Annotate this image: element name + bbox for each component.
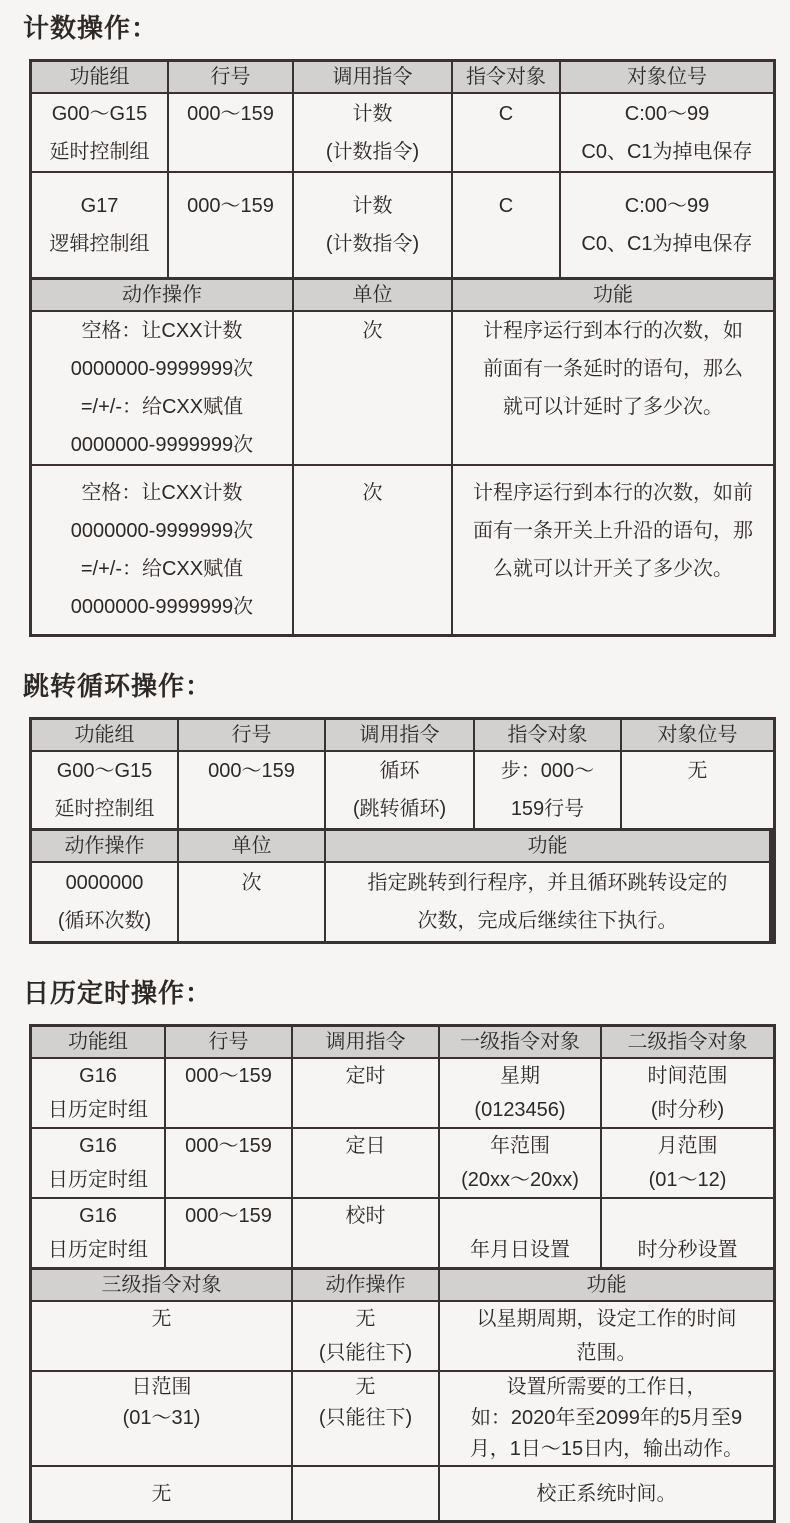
table-header-row bbox=[32, 720, 773, 750]
table-cell bbox=[294, 173, 451, 277]
table-row bbox=[32, 752, 773, 828]
cell-line: (时分秒) bbox=[650, 1099, 725, 1121]
cell-line: 0000000 bbox=[65, 872, 144, 894]
header-cell bbox=[32, 62, 167, 92]
cell-line: G00～G15 bbox=[56, 760, 153, 782]
header-cell bbox=[32, 280, 292, 310]
table-header-row bbox=[32, 62, 773, 92]
table-cell bbox=[453, 173, 559, 277]
table-cell bbox=[602, 1129, 773, 1197]
header-label: 单位 bbox=[352, 284, 393, 306]
table-cell bbox=[440, 1199, 600, 1267]
cell-line: 日范围 bbox=[131, 1376, 192, 1398]
cell-line: 延时控制组 bbox=[54, 798, 155, 820]
cell-line: 次 bbox=[362, 482, 383, 504]
header-label: 动作操作 bbox=[64, 835, 145, 857]
table-cell bbox=[293, 1302, 438, 1370]
header-cell bbox=[602, 1027, 773, 1057]
header-label: 对象位号 bbox=[627, 66, 707, 88]
cell-line: 前面有一条延时的语句，那么 bbox=[483, 358, 743, 380]
table-cell bbox=[326, 752, 473, 828]
section-calendar-timer bbox=[0, 978, 790, 1523]
table-cell bbox=[440, 1129, 600, 1197]
cell-line: C0、C1为掉电保存 bbox=[581, 233, 753, 255]
cell-line: 计程序运行到本行的次数，如前 bbox=[473, 482, 753, 504]
header-label: 动作操作 bbox=[122, 284, 202, 306]
header-label: 动作操作 bbox=[325, 1274, 406, 1296]
table-cell bbox=[32, 1059, 164, 1127]
cell-line: 年范围 bbox=[490, 1135, 550, 1157]
cell-line: 159行号 bbox=[510, 798, 585, 820]
cell-line: C:00～99 bbox=[624, 195, 710, 217]
cell-line: 空格：让CXX计数 bbox=[81, 320, 243, 342]
header-label: 对象位号 bbox=[657, 724, 738, 746]
header-label: 功能组 bbox=[74, 724, 135, 746]
section-title-counting: 计数操作： bbox=[23, 13, 159, 43]
cell-line: (01～12) bbox=[648, 1169, 727, 1191]
table-counting bbox=[29, 59, 776, 637]
table-cell bbox=[326, 863, 769, 941]
header-label: 一级指令对象 bbox=[460, 1031, 580, 1053]
cell-line: 计程序运行到本行的次数，如 bbox=[483, 320, 743, 342]
header-cell bbox=[326, 831, 769, 861]
table-cell bbox=[293, 1059, 438, 1127]
header-cell bbox=[32, 1270, 291, 1300]
table-cell bbox=[622, 752, 773, 828]
header-cell bbox=[32, 1027, 164, 1057]
header-label: 调用指令 bbox=[332, 66, 413, 88]
table-cell bbox=[32, 94, 167, 171]
table-cell bbox=[475, 752, 620, 828]
table-cell bbox=[32, 173, 167, 277]
header-label: 行号 bbox=[210, 66, 251, 88]
table-cell bbox=[166, 1199, 291, 1267]
header-cell bbox=[294, 62, 451, 92]
cell-line: 无 bbox=[151, 1482, 172, 1505]
table-row bbox=[32, 1199, 773, 1267]
header-label: 行号 bbox=[231, 724, 272, 746]
cell-line: 星期 bbox=[500, 1065, 540, 1087]
table-row bbox=[32, 466, 773, 634]
table-cell bbox=[166, 1059, 291, 1127]
table-subheader-row bbox=[32, 280, 773, 310]
table-row bbox=[32, 1129, 773, 1197]
header-label: 三级指令对象 bbox=[101, 1274, 222, 1296]
cell-line: 计数 bbox=[352, 102, 393, 125]
table-row bbox=[32, 1467, 773, 1520]
table-subheader-row bbox=[32, 1270, 773, 1300]
cell-line: 校正系统时间。 bbox=[536, 1482, 677, 1505]
table-cell bbox=[179, 752, 324, 828]
header-label: 单位 bbox=[231, 835, 272, 857]
header-cell bbox=[32, 831, 177, 861]
header-cell bbox=[293, 1270, 438, 1300]
header-cell bbox=[440, 1027, 600, 1057]
cell-line: 延时控制组 bbox=[49, 140, 150, 163]
table-cell bbox=[440, 1302, 773, 1370]
header-cell bbox=[179, 720, 324, 750]
table-cell bbox=[453, 312, 773, 464]
table-cell bbox=[293, 1199, 438, 1267]
cell-line: C bbox=[498, 195, 514, 217]
cell-line: G16 bbox=[79, 1205, 117, 1227]
table-cell bbox=[179, 863, 324, 941]
cell-line: C bbox=[498, 102, 514, 125]
header-cell bbox=[453, 62, 559, 92]
table-cell bbox=[32, 863, 177, 941]
cell-line: 步：000～ bbox=[500, 760, 595, 782]
table-cell bbox=[293, 1129, 438, 1197]
cell-line: (20xx～20xx) bbox=[461, 1169, 579, 1191]
cell-line: 逻辑控制组 bbox=[49, 233, 150, 255]
table-cell bbox=[440, 1467, 773, 1520]
cell-line: 0000000-9999999次 bbox=[70, 434, 254, 456]
table-cell bbox=[32, 1199, 164, 1267]
cell-line: (计数指令) bbox=[325, 140, 420, 163]
table-cell bbox=[561, 173, 773, 277]
cell-line: 次 bbox=[241, 872, 262, 894]
table-calendar-timer bbox=[29, 1024, 776, 1523]
cell-line: 计数 bbox=[352, 195, 393, 217]
cell-line: (计数指令) bbox=[325, 233, 420, 255]
cell-line: 面有一条开关上升沿的语句，那 bbox=[473, 520, 753, 542]
header-cell bbox=[326, 720, 473, 750]
table-cell bbox=[169, 173, 292, 277]
cell-line: (只能往下) bbox=[318, 1342, 413, 1364]
cell-line: 日历定时组 bbox=[48, 1099, 148, 1121]
cell-line: 定时 bbox=[345, 1065, 386, 1087]
table-cell bbox=[602, 1199, 773, 1267]
cell-line: C0、C1为掉电保存 bbox=[581, 140, 753, 163]
table-cell bbox=[293, 1372, 438, 1465]
cell-line: 时间范围 bbox=[647, 1065, 728, 1087]
header-label: 调用指令 bbox=[325, 1031, 406, 1053]
cell-line: 如：2020年至2099年的5月至9 bbox=[470, 1407, 743, 1429]
cell-line: =/+/-：给CXX赋值 bbox=[80, 558, 244, 580]
cell-line: 000～159 bbox=[208, 760, 295, 782]
cell-line: 0000000-9999999次 bbox=[70, 520, 254, 542]
header-cell bbox=[440, 1270, 773, 1300]
table-cell bbox=[166, 1129, 291, 1197]
header-cell bbox=[169, 62, 292, 92]
table-cell bbox=[32, 752, 177, 828]
cell-line: 以星期周期，设定工作的时间 bbox=[476, 1308, 737, 1330]
cell-line: 设置所需要的工作日， bbox=[506, 1376, 707, 1398]
table-cell bbox=[561, 94, 773, 171]
header-cell bbox=[475, 720, 620, 750]
table-cell bbox=[453, 94, 559, 171]
table-row bbox=[32, 173, 773, 277]
table-row bbox=[32, 1372, 773, 1465]
table-header-row bbox=[32, 1027, 773, 1057]
section-title-calendar-timer: 日历定时操作： bbox=[23, 978, 213, 1008]
cell-line: 次 bbox=[362, 320, 383, 342]
table-row bbox=[32, 863, 773, 941]
table-cell bbox=[293, 1467, 438, 1520]
cell-line: (0123456) bbox=[474, 1099, 566, 1121]
cell-line: =/+/-：给CXX赋值 bbox=[80, 396, 244, 418]
header-label: 功能 bbox=[593, 284, 633, 306]
cell-line: 么就可以计开关了多少次。 bbox=[493, 558, 733, 580]
header-label: 调用指令 bbox=[359, 724, 440, 746]
table-cell bbox=[32, 312, 292, 464]
header-cell bbox=[453, 280, 773, 310]
table-cell bbox=[32, 1467, 291, 1520]
cell-line: 空格：让CXX计数 bbox=[81, 482, 243, 504]
header-label: 二级指令对象 bbox=[627, 1031, 748, 1053]
header-cell bbox=[561, 62, 773, 92]
cell-line: 000～159 bbox=[185, 1065, 272, 1087]
cell-line: 就可以计延时了多少次。 bbox=[503, 396, 723, 418]
table-row bbox=[32, 312, 773, 464]
section-jump-loop bbox=[0, 671, 790, 944]
table-cell bbox=[294, 466, 451, 634]
cell-line: G17 bbox=[80, 195, 119, 217]
cell-line: 无 bbox=[355, 1376, 376, 1398]
cell-line: 月范围 bbox=[657, 1135, 718, 1157]
header-label: 功能组 bbox=[69, 66, 130, 88]
cell-line: 000～159 bbox=[185, 1135, 272, 1157]
section-counting bbox=[0, 13, 790, 637]
table-cell bbox=[440, 1059, 600, 1127]
table-cell bbox=[32, 466, 292, 634]
header-label: 指令对象 bbox=[466, 66, 546, 88]
header-label: 指令对象 bbox=[507, 724, 588, 746]
table-row bbox=[32, 1059, 773, 1127]
table-cell bbox=[294, 312, 451, 464]
table-row bbox=[32, 1302, 773, 1370]
cell-line: (只能往下) bbox=[318, 1407, 413, 1429]
table-cell bbox=[32, 1302, 291, 1370]
table-cell bbox=[32, 1372, 291, 1465]
table-cell bbox=[32, 1129, 164, 1197]
cell-line: 0000000-9999999次 bbox=[70, 596, 254, 618]
table-cell bbox=[440, 1372, 773, 1465]
cell-line: G16 bbox=[79, 1135, 117, 1157]
cell-line: G16 bbox=[79, 1065, 117, 1087]
header-cell bbox=[622, 720, 773, 750]
cell-line: (跳转循环) bbox=[352, 798, 447, 820]
table-subheader-row bbox=[32, 831, 773, 861]
cell-line: G00～G15 bbox=[51, 102, 148, 125]
cell-line: (循环次数) bbox=[57, 910, 152, 932]
cell-line: 000～159 bbox=[185, 1205, 272, 1227]
table-cell bbox=[169, 94, 292, 171]
cell-line: 范围。 bbox=[576, 1342, 637, 1364]
header-cell bbox=[293, 1027, 438, 1057]
header-cell bbox=[179, 831, 324, 861]
cell-line: 000～159 bbox=[187, 195, 274, 217]
cell-line: 年月日设置 bbox=[470, 1239, 570, 1261]
cell-line: 指定跳转到行程序，并且循环跳转设定的 bbox=[367, 872, 728, 894]
table-cell bbox=[602, 1059, 773, 1127]
cell-line: 无 bbox=[151, 1308, 172, 1330]
cell-line: 月，1日～15日内，输出动作。 bbox=[469, 1438, 744, 1460]
table-row bbox=[32, 94, 773, 171]
cell-line: 循环 bbox=[379, 760, 420, 782]
header-label: 功能 bbox=[586, 1274, 627, 1296]
table-jump-loop bbox=[29, 717, 776, 944]
cell-line: 时分秒设置 bbox=[637, 1239, 738, 1261]
header-cell bbox=[294, 280, 451, 310]
cell-line: 无 bbox=[355, 1308, 376, 1330]
cell-line: 校时 bbox=[345, 1205, 386, 1227]
cell-line: 日历定时组 bbox=[48, 1239, 148, 1261]
header-label: 行号 bbox=[208, 1031, 249, 1053]
cell-line: 无 bbox=[687, 760, 708, 782]
header-label: 功能组 bbox=[68, 1031, 128, 1053]
header-label: 功能 bbox=[527, 835, 568, 857]
header-cell bbox=[32, 720, 177, 750]
cell-line: C:00～99 bbox=[624, 102, 710, 125]
table-cell bbox=[453, 466, 773, 634]
cell-line: 000～159 bbox=[187, 102, 274, 125]
table-cell bbox=[294, 94, 451, 171]
cell-line: 日历定时组 bbox=[48, 1169, 148, 1191]
cell-line: 定日 bbox=[345, 1135, 386, 1157]
header-cell bbox=[166, 1027, 291, 1057]
cell-line: 次数，完成后继续往下执行。 bbox=[417, 910, 678, 932]
section-title-jump-loop: 跳转循环操作： bbox=[23, 671, 213, 701]
cell-line: 0000000-9999999次 bbox=[70, 358, 254, 380]
cell-line: (01～31) bbox=[122, 1407, 201, 1429]
